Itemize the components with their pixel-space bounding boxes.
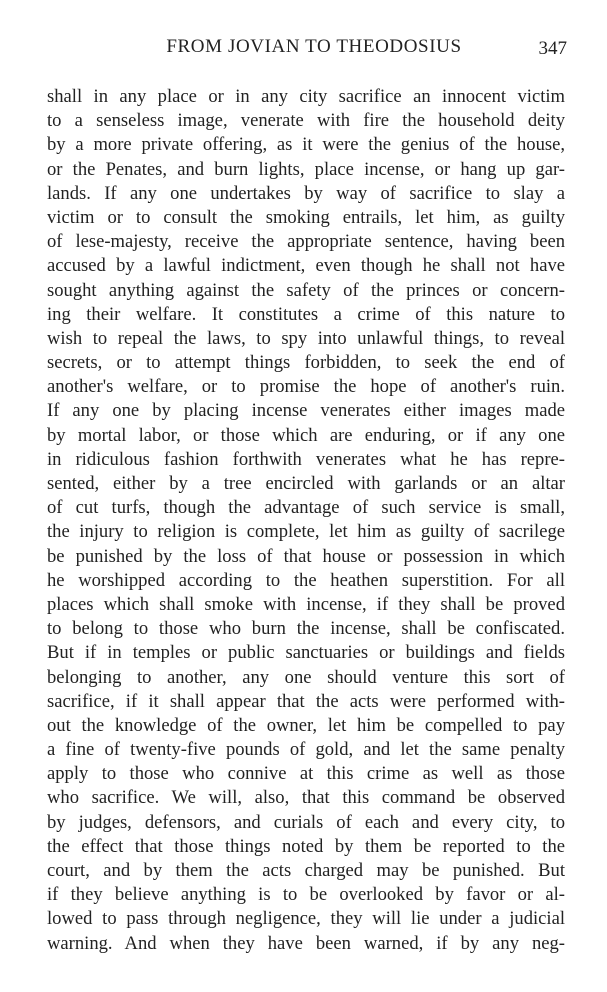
text-line: to belong to those who burn the incense, shall be confiscated. bbox=[47, 618, 565, 640]
text-line: wish to repeal the laws, to spy into unlawful things, to reveal bbox=[47, 327, 565, 349]
text-line: victim or to consult the smoking entrails, let him, as guilty bbox=[47, 206, 565, 228]
text-line: accused by a lawful indictment, even though he shall not have bbox=[47, 255, 565, 277]
text-line: sented, either by a tree encircled with garlands or an altar bbox=[47, 473, 565, 494]
text-line: out the knowledge of the owner, let him be compelled to pay bbox=[47, 714, 565, 736]
text-line: shall in any place or in any city sacrifice an innocent victim bbox=[47, 86, 565, 107]
text-line: another's welfare, or to promise the hope of another's ruin. bbox=[47, 376, 565, 398]
text-line: or the Penates, and burn lights, place incense, or hang up gar- bbox=[47, 158, 565, 180]
text-line: he worshipped according to the heathen superstition. For all bbox=[47, 569, 565, 591]
text-line: by mortal labor, or those which are enduring, or if any one bbox=[47, 424, 565, 446]
page-number: 347 bbox=[538, 38, 567, 59]
text-line: who sacrifice. We will, also, that this command be observed bbox=[47, 787, 565, 809]
text-line: be punished by the loss of that house or possession in which bbox=[47, 545, 565, 567]
text-line: by a more private offering, as it were the genius of the house, bbox=[47, 134, 565, 156]
running-title: FROM JOVIAN TO THEODOSIUS bbox=[166, 36, 462, 57]
text-line: belonging to another, any one should venture this sort of bbox=[47, 666, 565, 688]
text-line: the injury to religion is complete, let him as guilty of sacrilege bbox=[47, 521, 565, 543]
text-line: in ridiculous fashion forthwith venerates what he has repre- bbox=[47, 448, 565, 470]
text-line: court, and by them the acts charged may be punished. But bbox=[47, 860, 565, 881]
text-line: apply to those who connive at this crime as well as those bbox=[47, 763, 565, 785]
page-header bbox=[47, 36, 567, 64]
text-line: a fine of twenty-five pounds of gold, and let the same penalty bbox=[47, 739, 565, 761]
text-line: places which shall smoke with incense, if they shall be proved bbox=[47, 593, 565, 615]
text-line: of lese-majesty, receive the appropriate sentence, having been bbox=[47, 231, 565, 253]
text-line: lands. If any one undertakes by way of sacrifice to slay a bbox=[47, 182, 565, 204]
text-line: But if in temples or public sanctuaries or buildings and fields bbox=[47, 642, 565, 664]
text-line: lowed to pass through negligence, they will lie under a judicial bbox=[47, 908, 565, 930]
text-line: warning. And when they have been warned, if by any neg- bbox=[47, 932, 565, 954]
text-line: If any one by placing incense venerates either images made bbox=[47, 400, 565, 422]
text-line: if they believe anything is to be overlooked by favor or al- bbox=[47, 884, 565, 906]
text-line: sacrifice, if it shall appear that the acts were performed with- bbox=[47, 690, 565, 712]
text-line: ing their welfare. It constitutes a crime of this nature to bbox=[47, 303, 565, 325]
body-text bbox=[47, 85, 565, 956]
text-line: sought anything against the safety of the princes or concern- bbox=[47, 279, 565, 301]
text-line: secrets, or to attempt things forbidden, to seek the end of bbox=[47, 352, 565, 374]
text-line: to a senseless image, venerate with fire the household deity bbox=[47, 110, 565, 132]
text-line: of cut turfs, though the advantage of such service is small, bbox=[47, 497, 565, 519]
text-line: the effect that those things noted by them be reported to the bbox=[47, 835, 565, 857]
text-line: by judges, defensors, and curials of each and every city, to bbox=[47, 811, 565, 833]
